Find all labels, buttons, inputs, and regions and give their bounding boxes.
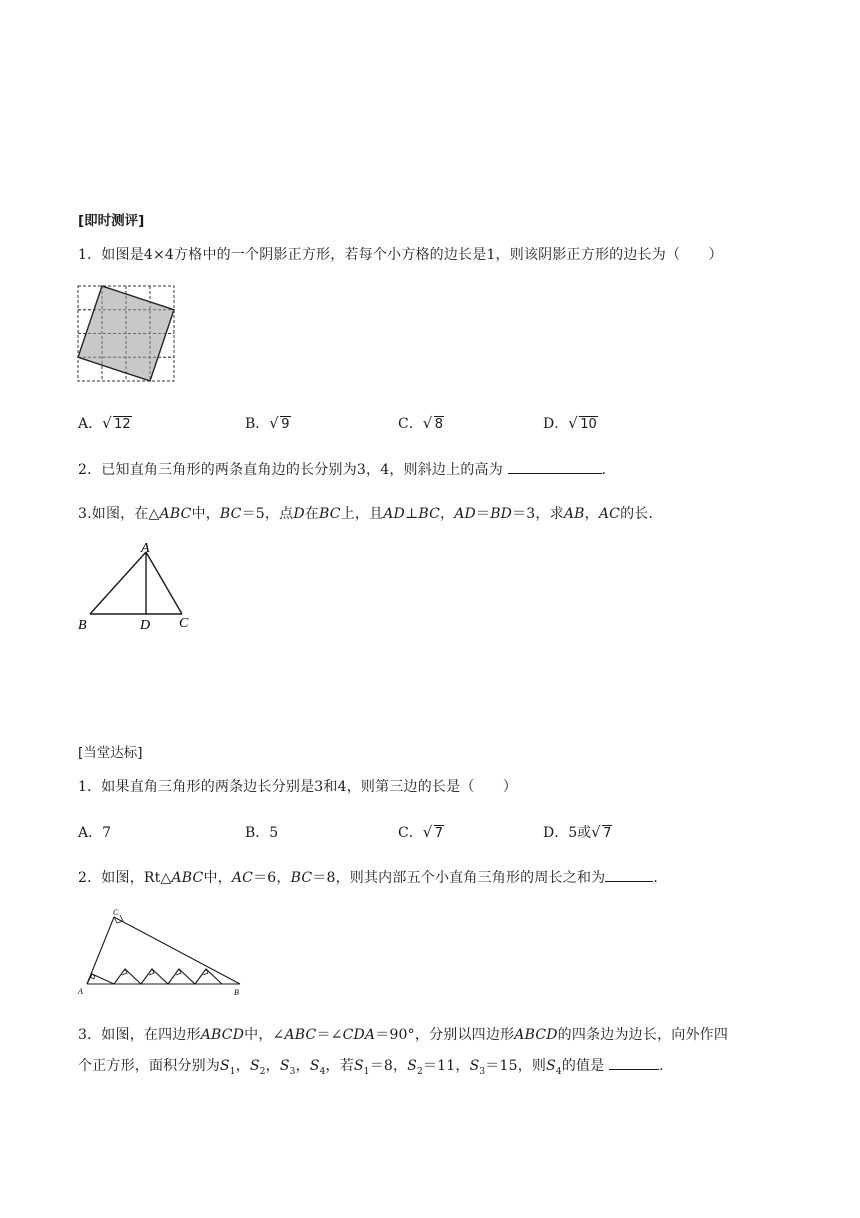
question-1-text: 1．如图是4×4方格中的一个阴影正方形，若每个小方格的边长是1，则该阴影正方形的边长为（ ） — [78, 247, 723, 263]
label-c: C — [179, 616, 189, 631]
option2-c: C． √ 7 — [398, 823, 443, 841]
option-a: A． √ 12 — [78, 414, 131, 432]
question-2-3-line2: 个正方形，面积分别为$S_1$，$S_2$，$S_3$，$S_4$，若$S_1=8$，$S_2=11$，$S_3=15$，则$S_4$的值是 . — [78, 1058, 664, 1077]
answer-blank — [605, 869, 653, 882]
grid-square-figure — [76, 284, 178, 384]
label-a: A — [78, 987, 83, 996]
label-b: B — [78, 618, 87, 633]
answer-blank — [508, 461, 602, 474]
question-2: 2．已知直角三角形的两条直角边的长分别为3，4，则斜边上的高为 . — [78, 462, 607, 478]
triangle-abc-figure — [74, 538, 196, 634]
answer-blank — [609, 1057, 659, 1070]
question-2-3-line1: 3．如图，在四边形ABCD中，∠ABC＝∠CDA＝90°，分别以四边形ABCD的四条边为边长，向外作四 — [78, 1027, 729, 1043]
option-c: C． √ 8 — [398, 414, 443, 432]
question-3: 3.如图，在△ABC中，BC＝5，点D在BC上，且AD⊥BC，AD＝BD＝3，求AB，AC的长. — [78, 506, 654, 522]
label-d: D — [140, 618, 151, 633]
label-a: A — [141, 541, 150, 556]
label-c: C — [113, 908, 119, 917]
option2-a: A．7 — [78, 825, 112, 841]
option-d: D． √ 10 — [543, 414, 597, 432]
question-2-2: 2．如图，Rt△ABC中，AC＝6，BC＝8，则其内部五个小直角三角形的周长之和为 . — [78, 870, 659, 886]
label-b: B — [234, 988, 239, 997]
section-title-class-check: [当堂达标] — [78, 745, 143, 761]
option-b: B． √ 9 — [245, 414, 290, 432]
option2-d: D．5或 √ 7 — [543, 823, 612, 841]
question-2-1-text: 1．如果直角三角形的两条边长分别是3和4，则第三边的长是（ ） — [78, 779, 518, 795]
option2-b: B．5 — [245, 825, 279, 841]
section-title-instant-test: [即时测评] — [78, 213, 145, 229]
right-triangle-figure — [74, 904, 246, 1000]
